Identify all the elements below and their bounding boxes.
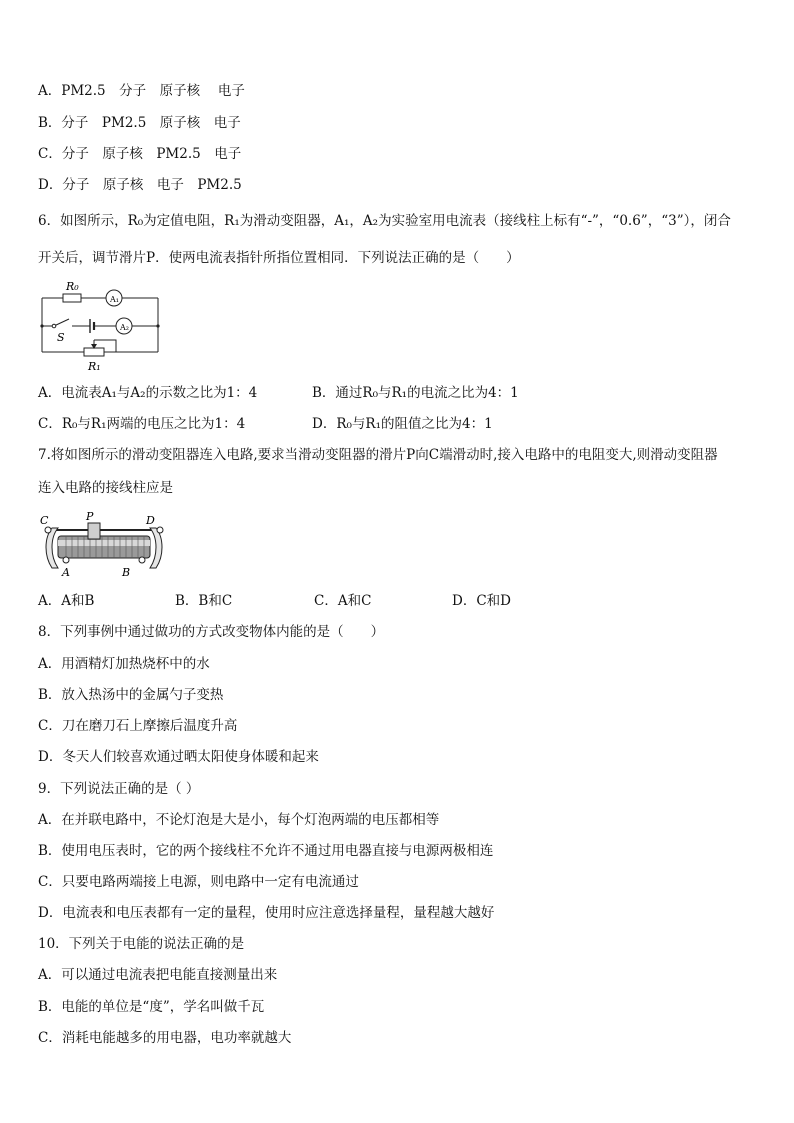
q7-option-d: D．C和D	[452, 593, 511, 609]
q7-option-b: B．B和C	[175, 593, 233, 609]
q10-option-c: C．消耗电能越多的用电器，电功率就越大	[38, 1030, 292, 1046]
q7-option-c: C．A和C	[314, 593, 372, 609]
s-label: S	[57, 331, 65, 344]
switch-s	[54, 319, 69, 326]
q8-option-b: B．放入热汤中的金属勺子变热	[38, 687, 224, 703]
slider-p-label: P	[86, 510, 94, 523]
terminal-b-label: B	[122, 566, 131, 578]
q5-option-d: D．分子 原子核 电子 PM2.5	[38, 177, 242, 193]
q6-stem-line1: 6．如图所示，R₀为定值电阻，R₁为滑动变阻器，A₁，A₂为实验室用电流表（接线柱上标有“-”，“0.6”，“3”），闭合	[38, 213, 731, 229]
q10-option-b: B．电能的单位是“度”，学名叫做千瓦	[38, 999, 265, 1015]
q8-option-c: C．刀在磨刀石上摩擦后温度升高	[38, 718, 238, 734]
q6-circuit-diagram	[36, 278, 166, 374]
q7-rheostat-diagram	[36, 510, 166, 578]
q6-option-d: D．R₀与R₁的阻值之比为4：1	[312, 416, 493, 432]
q8-option-a: A．用酒精灯加热烧杯中的水	[38, 656, 210, 672]
q8-stem: 8．下列事例中通过做功的方式改变物体内能的是（ ）	[38, 624, 385, 640]
q9-option-d: D．电流表和电压表都有一定的量程，使用时应注意选择量程，量程越大越好	[38, 905, 495, 921]
r0-label: R₀	[66, 280, 79, 293]
q7-stem-line1: 7.将如图所示的滑动变阻器连入电路,要求当滑动变阻器的滑片P向C端滑动时,接入电路中的电阻变大,则滑动变阻器	[38, 447, 718, 463]
q9-option-c: C．只要电路两端接上电源，则电路中一定有电流通过	[38, 874, 359, 890]
a1-label: A₁	[110, 295, 119, 304]
q9-option-b: B．使用电压表时，它的两个接线柱不允许不通过用电器直接与电源两极相连	[38, 843, 494, 859]
r1-resistor	[84, 348, 104, 356]
q7-option-a: A．A和B	[38, 593, 95, 609]
r0-resistor	[63, 294, 81, 302]
q5-option-a: A．PM2.5 分子 原子核 电子	[38, 83, 245, 99]
slider-p	[88, 523, 100, 539]
q6-option-c: C．R₀与R₁两端的电压之比为1：4	[38, 416, 246, 432]
q10-option-a: A．可以通过电流表把电能直接测量出来	[38, 967, 278, 983]
terminal-d-label: D	[146, 514, 155, 527]
a2-label: A₂	[120, 323, 129, 332]
q5-option-c: C．分子 原子核 PM2.5 电子	[38, 146, 242, 162]
q10-stem: 10．下列关于电能的说法正确的是	[38, 936, 245, 952]
q9-option-a: A．在并联电路中，不论灯泡是大是小，每个灯泡两端的电压都相等	[38, 812, 440, 828]
q6-stem-line2: 开关后，调节滑片P．使两电流表指针所指位置相同．下列说法正确的是（ ）	[38, 250, 520, 266]
q6-option-b: B．通过R₀与R₁的电流之比为4：1	[312, 385, 519, 401]
q9-stem: 9．下列说法正确的是（ ）	[38, 781, 200, 797]
q7-stem-line2: 连入电路的接线柱应是	[38, 480, 173, 496]
q5-option-b: B．分子 PM2.5 原子核 电子	[38, 115, 241, 131]
terminal-c-label: C	[40, 514, 49, 527]
r1-label: R₁	[88, 360, 101, 373]
terminal-a-label: A	[62, 566, 70, 578]
q8-option-d: D．冬天人们较喜欢通过晒太阳使身体暖和起来	[38, 749, 319, 765]
q6-option-a: A．电流表A₁与A₂的示数之比为1：4	[38, 385, 258, 401]
